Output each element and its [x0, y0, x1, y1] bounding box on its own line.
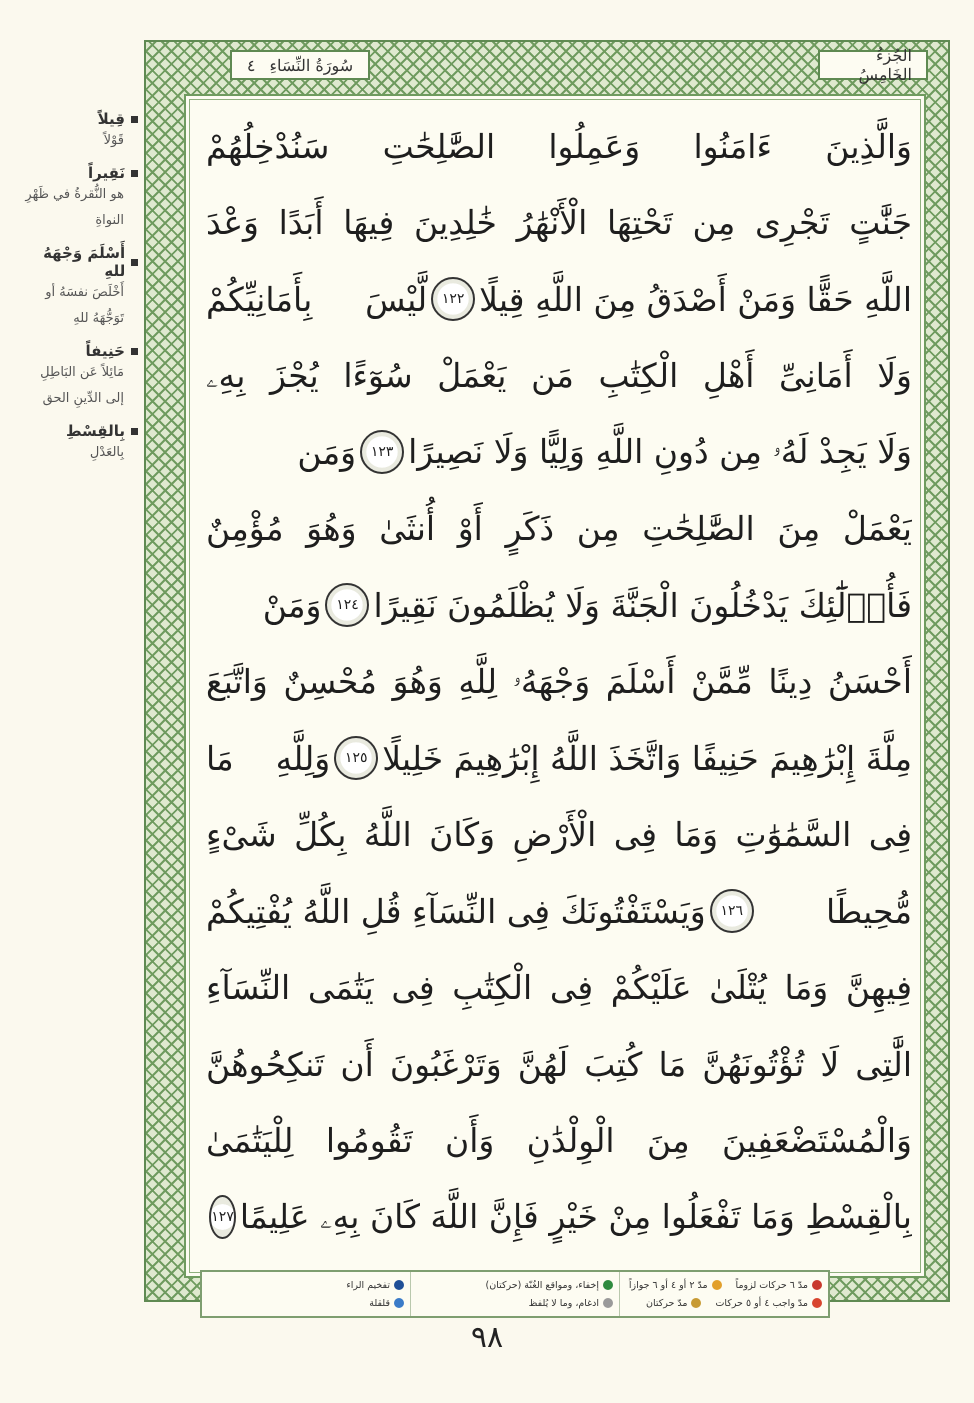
verse-line [206, 950, 912, 1027]
page-header [230, 46, 912, 84]
verses-block [206, 108, 912, 1256]
verse-line [206, 1026, 912, 1103]
page-number: ٩٨ [470, 1320, 504, 1355]
verse-line [206, 1103, 912, 1180]
surah-number: ٤ [246, 55, 256, 75]
verse-text: وَلَا يَجِدْ لَهُۥ مِن دُونِ اللَّهِ وَلِيًّا وَلَا نَصِيرًا [408, 432, 912, 472]
verse-line [206, 720, 912, 797]
color-dot-icon [603, 1280, 613, 1290]
color-dot-icon [812, 1280, 822, 1290]
juz-name: الجُزءُ الخَامِسُ [858, 46, 912, 84]
surah-header [230, 50, 370, 80]
verse-text: وَلِلَّهِ مَا [206, 738, 331, 778]
glossary-definition: مَائِلاً عَن البَاطِلِ إلى الدِّينِ الحق [40, 365, 124, 406]
verse-text: فِى السَّمَٰوَٰتِ وَمَا فِى الْأَرْضِ وَكَانَ اللَّهُ بِكُلِّ شَىْءٍ [206, 815, 912, 855]
color-dot-icon [394, 1280, 404, 1290]
legend-column-tafkhim [202, 1272, 410, 1316]
tajweed-legend [200, 1270, 830, 1318]
ayah-number-marker: ١٢٢ [431, 277, 475, 321]
ayah-number-marker: ١٢٦ [710, 889, 754, 933]
glossary-item [20, 422, 138, 466]
verse-text: بِالْقِسْطِ وَمَا تَفْعَلُوا مِنْ خَيْرٍ فَإِنَّ اللَّهَ كَانَ بِهِۦ عَلِيمًا [239, 1197, 912, 1237]
legend-item: مدّ ٦ حركات لزوماً [736, 1280, 822, 1291]
verse-text: جَنَّٰتٍ تَجْرِى مِن تَحْتِهَا الْأَنْهَٰرُ خَٰلِدِينَ فِيهَا أَبَدًا وَعْدَ [206, 203, 912, 243]
verse-line [206, 414, 912, 491]
legend-item: قلقلة [208, 1298, 404, 1309]
verse-line [206, 873, 912, 950]
glossary-definition: هو النُّقرةُ في ظَهْرِ النواةِ [25, 187, 124, 228]
legend-item: ادغام، وما لا يُلفظ [417, 1298, 613, 1309]
verse-line [206, 491, 912, 568]
glossary-definition: قَوْلاً [103, 133, 124, 148]
legend-item: تفخيم الراء [208, 1280, 404, 1291]
glossary-word: حَنِيفاً [85, 342, 125, 360]
color-dot-icon [394, 1298, 404, 1308]
ayah-number-marker: ١٢٣ [360, 430, 404, 474]
color-dot-icon [691, 1298, 701, 1308]
glossary-word: نَقِيراً [87, 164, 125, 182]
glossary-word: قِيلاً [97, 110, 125, 128]
bullet-icon [131, 170, 138, 177]
verse-text: مُّحِيطًا [825, 891, 912, 931]
glossary-item [20, 164, 138, 234]
verse-line [206, 644, 912, 721]
verse-line [206, 108, 912, 185]
legend-item: إخفاء، ومواقع الغُنّة (حركتان) [417, 1280, 613, 1291]
page-frame [144, 40, 950, 1302]
verse-text: وَالْمُسْتَضْعَفِينَ مِنَ الْوِلْدَٰنِ وَأَن تَقُومُوا لِلْيَتَٰمَىٰ [206, 1121, 912, 1161]
surah-name: سُورَةُ النِّسَاءِ [269, 55, 354, 75]
verse-line [206, 567, 912, 644]
bullet-icon [131, 116, 138, 123]
glossary-definition: أَخْلَصَ نفسَهُ أو تَوَجُّهَهُ للهِ [45, 285, 124, 326]
margin-glossary [20, 110, 138, 476]
verse-line [206, 185, 912, 262]
verse-text: وَمَنْ [262, 585, 322, 625]
bullet-icon [131, 428, 138, 435]
verse-text: لَّيْسَ بِأَمَانِيِّكُمْ [206, 279, 428, 319]
legend-item: مدّ واجب ٤ أو ٥ حركات [715, 1298, 822, 1309]
verse-text: اللَّهِ حَقًّا وَمَنْ أَصْدَقُ مِنَ اللَّهِ قِيلًا [479, 279, 912, 319]
legend-item: مدّ حركتان [646, 1298, 701, 1309]
verse-text: الَّٰتِى لَا تُؤْتُونَهُنَّ مَا كُتِبَ لَهُنَّ وَتَرْغَبُونَ أَن تَنكِحُوهُنَّ [206, 1044, 912, 1084]
bullet-icon [131, 348, 138, 355]
verse-text: وَالَّذِينَ ءَامَنُوا وَعَمِلُوا الصَّٰلِحَٰتِ سَنُدْخِلُهُمْ [206, 126, 912, 166]
color-dot-icon [603, 1298, 613, 1308]
glossary-definition: بِالعَدْلِ [89, 445, 124, 460]
bullet-icon [131, 259, 138, 266]
ayah-number-marker: ١٢٧ [209, 1195, 236, 1239]
verse-line [206, 797, 912, 874]
verse-text: مِلَّةَ إِبْرَٰهِيمَ حَنِيفًا وَاتَّخَذَ اللَّهُ إِبْرَٰهِيمَ خَلِيلًا [382, 738, 912, 778]
glossary-item [20, 110, 138, 154]
legend-item: مدّ ٢ أو ٤ أو ٦ جوازاً [629, 1280, 722, 1291]
glossary-item [20, 342, 138, 412]
verse-text: وَلَا أَمَانِىِّ أَهْلِ الْكِتَٰبِ مَن يَعْمَلْ سُوٓءًا يُجْزَ بِهِۦ [206, 355, 912, 395]
color-dot-icon [812, 1298, 822, 1308]
verse-text: وَيَسْتَفْتُونَكَ فِى النِّسَآءِ قُلِ اللَّهُ يُفْتِيكُمْ [206, 891, 706, 931]
verse-line [206, 1179, 912, 1256]
ayah-number-marker: ١٢٤ [325, 583, 369, 627]
verse-line [206, 338, 912, 415]
verse-line [206, 261, 912, 338]
ayah-number-marker: ١٢٥ [334, 736, 378, 780]
color-dot-icon [712, 1280, 722, 1290]
glossary-item [20, 244, 138, 332]
juz-header [818, 46, 928, 84]
verse-text: فَأُو۟لَٰٓئِكَ يَدْخُلُونَ الْجَنَّةَ وَلَا يُظْلَمُونَ نَقِيرًا [373, 585, 912, 625]
verse-text: وَمَن [297, 432, 357, 472]
glossary-word: أَسْلَمَ وَجْهَهُ للهِ [43, 244, 126, 280]
verse-text: فِيهِنَّ وَمَا يُتْلَىٰ عَلَيْكُمْ فِى الْكِتَٰبِ فِى يَتَٰمَى النِّسَآءِ [206, 968, 912, 1008]
glossary-word: بِالقِسْطِ [65, 422, 125, 440]
verse-text: أَحْسَنُ دِينًا مِّمَّنْ أَسْلَمَ وَجْهَهُۥ لِلَّهِ وَهُوَ مُحْسِنٌ وَاتَّبَعَ [206, 661, 912, 701]
legend-column-madd [619, 1272, 828, 1316]
verse-text: يَعْمَلْ مِنَ الصَّٰلِحَٰتِ مِن ذَكَرٍ أَوْ أُنثَىٰ وَهُوَ مُؤْمِنٌ [206, 509, 912, 549]
legend-column-ghunna [410, 1272, 619, 1316]
